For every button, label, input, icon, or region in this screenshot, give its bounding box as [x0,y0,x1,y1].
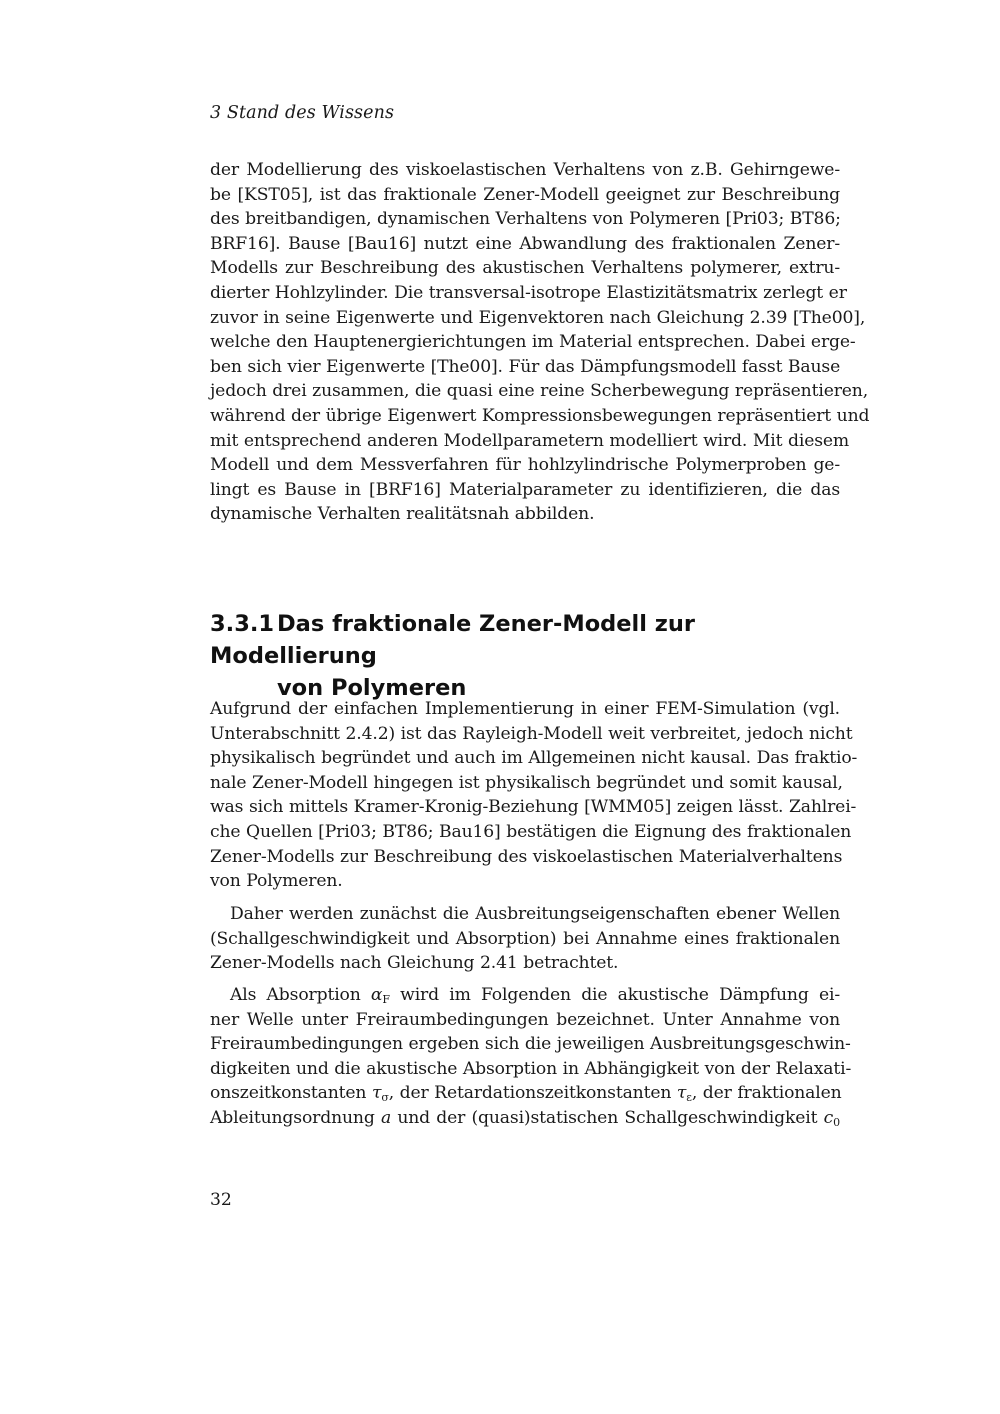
text-line: Modell und dem Messverfahren für hohlzylindrische Polymerproben ge- [210,455,840,476]
text-fragment: , der Retardationszeitkonstanten [388,1083,677,1104]
paragraph-3 [210,902,840,976]
text-line: Modells zur Beschreibung des akustischen Verhaltens polymerer, extru- [210,258,840,279]
c-symbol: c [823,1107,834,1128]
paragraph-4 [210,983,852,1131]
text-line: des breitbandigen, dynamischen Verhaltens von Polymeren [Pri03; BT86; [210,209,841,230]
text-fragment: onszeitkonstanten [210,1083,372,1104]
text-line: von Polymeren. [210,871,343,892]
text-line: nale Zener-Modell hingegen ist physikalisch begründet und somit kausal, [210,772,843,793]
text-fragment: , der fraktionalen [691,1083,842,1104]
alpha-symbol: α [370,985,383,1005]
text-line: (Schallgeschwindigkeit und Absorption) bei Annahme eines fraktionalen [210,928,840,949]
text-fragment: wird im Folgenden die akustische Dämpfung ei- [389,985,840,1005]
text-line: der Modellierung des viskoelastischen Verhaltens von z.B. Gehirngewe- [210,160,840,180]
text-line: ben sich vier Eigenwerte [The00]. Für das Dämpfungsmodell fasst Bause [210,356,841,377]
section-title-line-2: von Polymeren [277,675,467,701]
tau-symbol: τ [371,1083,382,1104]
text-line: BRF16]. Bause [Bau16] nutzt eine Abwandlung des fraktionalen Zener- [210,233,840,254]
tau-symbol: τ [676,1083,687,1104]
text-line: während der übrige Eigenwert Kompressionsbewegungen repräsentiert und [210,405,870,426]
text-line: jedoch drei zusammen, die quasi eine reine Scherbewegung repräsentieren, [210,381,869,402]
text-line: zuvor in seine Eigenwerte und Eigenvektoren nach Gleichung 2.39 [The00], [210,307,866,328]
text-line: Zener-Modells zur Beschreibung des viskoelastischen Materialverhaltens [210,846,843,867]
text-line [210,1106,840,1131]
text-line: ner Welle unter Freiraumbedingungen bezeichnet. Unter Annahme von [210,1009,840,1030]
text-fragment: und der (quasi)statischen Schallgeschwindigkeit [391,1107,824,1128]
subscript: ε [686,1091,692,1105]
text-line: mit entsprechend anderen Modellparametern modelliert wird. Mit diesem [210,430,850,451]
text-line: Freiraumbedingungen ergeben sich die jeweiligen Ausbreitungsgeschwin- [210,1034,851,1055]
text-line: dynamische Verhalten realitätsnah abbilden. [210,504,595,525]
text-line: physikalisch begründet und auch im Allgemeinen nicht kausal. Das fraktio- [210,748,858,769]
text-line: welche den Hauptenergierichtungen im Material entsprechen. Dabei erge- [210,332,856,353]
text-line: Unterabschnitt 2.4.2) ist das Rayleigh-Modell weit verbreitet, jedoch nicht [210,723,853,744]
text-line: be [KST05], ist das fraktionale Zener-Modell geeignet zur Beschreibung [210,184,840,205]
paragraph-1 [210,158,870,527]
running-head: 3 Stand des Wissens [210,103,395,123]
text-line [210,1081,840,1106]
text-line: digkeiten und die akustische Absorption in Abhängigkeit von der Relaxati- [210,1058,852,1079]
section-title-line-1: Das fraktionale Zener-Modell zur Modellierung [210,611,696,669]
paragraph-2 [210,697,858,894]
subscript: σ [381,1091,389,1105]
text-line: lingt es Bause in [BRF16] Materialparameter zu identifizieren, die das [210,479,840,500]
text-line: was sich mittels Kramer-Kronig-Beziehung [WMM05] zeigen lässt. Zahlrei- [210,797,857,818]
text-line [210,983,840,1008]
section-heading [210,608,830,704]
page-number: 32 [210,1190,232,1210]
text-line: Zener-Modells nach Gleichung 2.41 betrachtet. [210,953,619,974]
a-symbol: a [380,1107,392,1128]
section-number: 3.3.1 [210,611,275,637]
text-line: dierter Hohlzylinder. Die transversal-isotrope Elastizitätsmatrix zerlegt er [210,282,847,303]
text-line: Daher werden zunächst die Ausbreitungseigenschaften ebener Wellen [230,904,840,924]
text-fragment: Als Absorption [230,985,371,1005]
text-fragment: Ableitungsordnung [210,1107,381,1128]
text-line: che Quellen [Pri03; BT86; Bau16] bestätigen die Eignung des fraktionalen [210,821,852,842]
subscript: F [382,993,390,1006]
text-line: Aufgrund der einfachen Implementierung in einer FEM-Simulation (vgl. [210,699,840,719]
subscript: 0 [833,1115,840,1129]
